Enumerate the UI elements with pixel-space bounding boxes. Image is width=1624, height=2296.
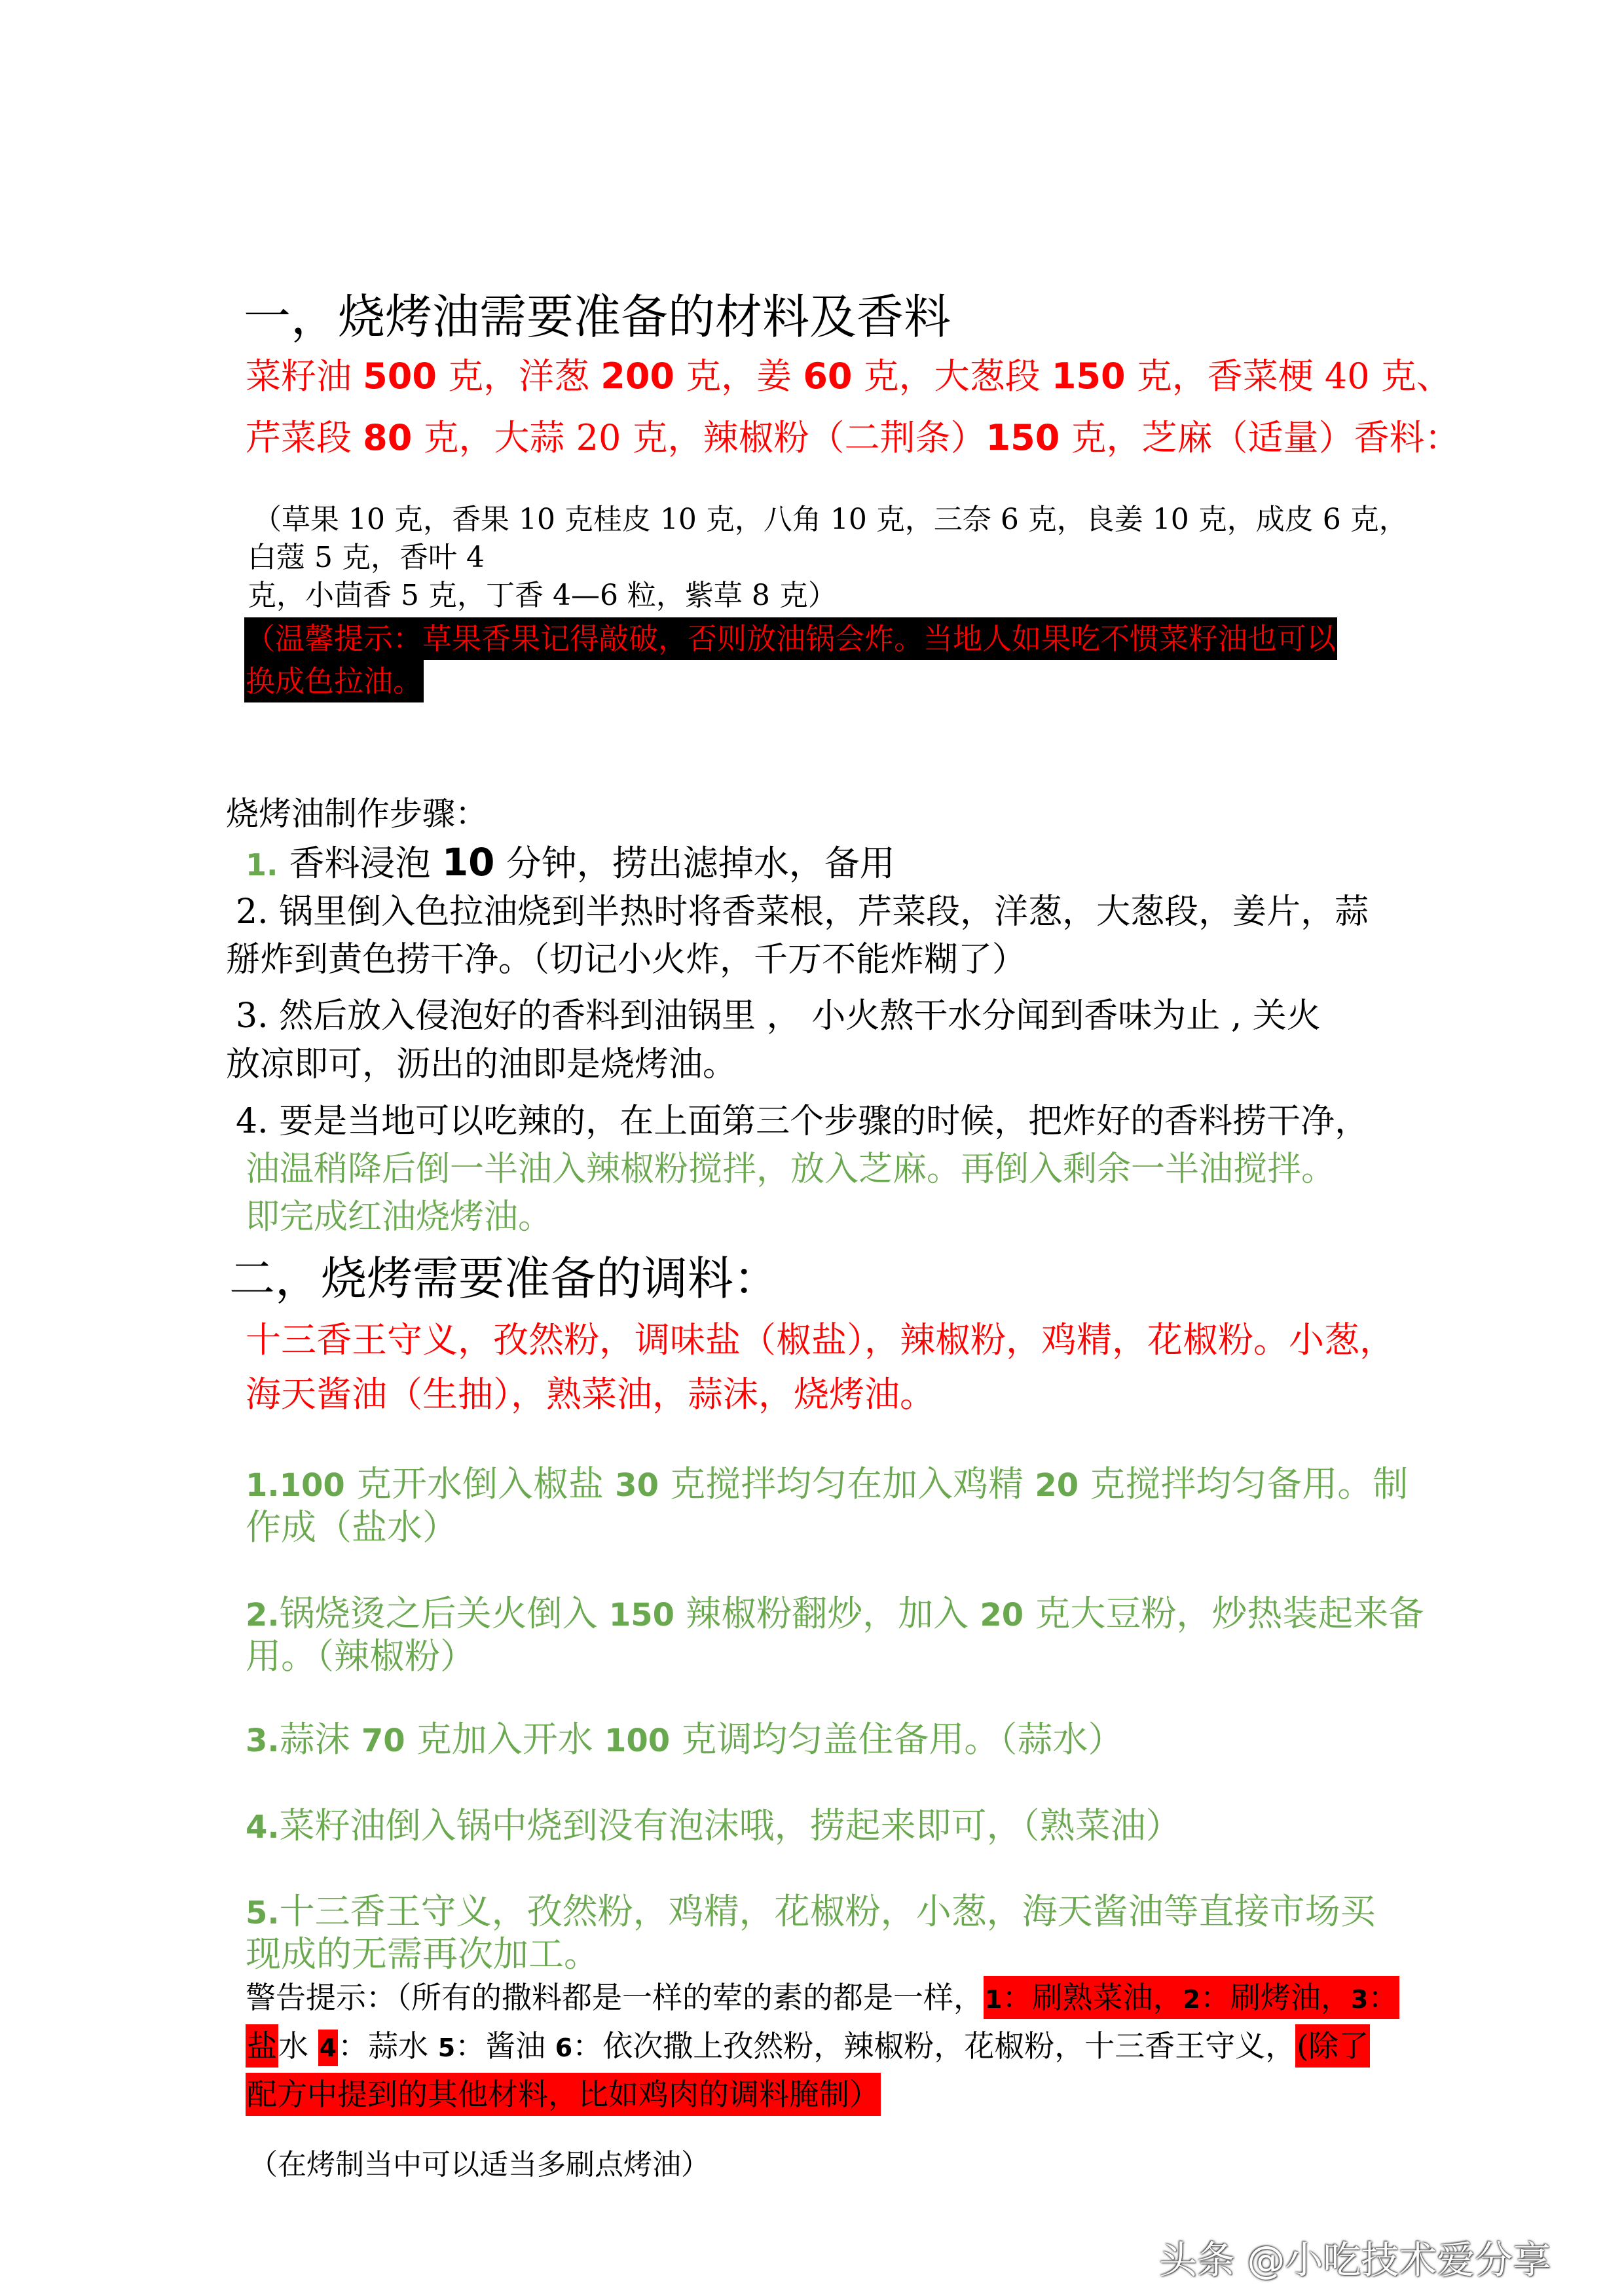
ingredient-text: 克，大葱段 xyxy=(852,355,1052,397)
item-amount: 70 xyxy=(361,1722,405,1759)
seasonings-line-1: 十三香王守义，孜然粉，调味盐（椒盐），辣椒粉，鸡精，花椒粉。小葱， xyxy=(246,1319,1395,1360)
section2-title: 二，烧烤需要准备的调料： xyxy=(229,1252,779,1305)
item-5-line-2: 现成的无需再次加工。 xyxy=(246,1933,599,1975)
steps-title: 烧烤油制作步骤： xyxy=(226,795,488,833)
tip-line-1 xyxy=(244,621,1337,656)
ingredient-text: 克，姜 xyxy=(674,355,803,397)
spices-line-3: 克，小茴香 5 克，丁香 4—6 粒，紫草 8 克） xyxy=(248,579,837,612)
item-5-line-1 xyxy=(246,1891,1376,1932)
warning-highlight: 配方中提到的其他材料，比如鸡肉的调料腌制） xyxy=(246,2073,881,2116)
step-3-line-1: 3. 然后放入侵泡好的香料到油锅里 ， 小火熬干水分闻到香味为止 , 关火 xyxy=(236,996,1321,1036)
watermark: 头条 @小吃技术爱分享 xyxy=(1159,2238,1551,2282)
item-text: 克加入开水 xyxy=(405,1719,604,1760)
item-text: 蒜沫 xyxy=(279,1719,361,1760)
ingredient-text: 克，大蒜 20 克，辣椒粉（二荆条） xyxy=(412,417,986,458)
ingredients-line-1 xyxy=(246,355,1452,397)
item-text: 克大豆粉，炒热装起来备 xyxy=(1024,1593,1424,1634)
warning-text: ：依次撒上孜然粉，辣椒粉，花椒粉，十三香王守义， xyxy=(572,2028,1296,2064)
warning-text: ：蒜水 xyxy=(338,2028,438,2064)
ingredient-amount: 150 xyxy=(986,417,1060,458)
step-1 xyxy=(246,840,895,884)
step-4-line-3: 即完成红油烧烤油。 xyxy=(246,1197,553,1237)
item-text: 克调均匀盖住备用。（蒜水） xyxy=(670,1719,1124,1760)
item-amount: 20 xyxy=(1035,1467,1079,1504)
item-text: 克开水倒入椒盐 xyxy=(344,1463,616,1504)
item-number: 5. xyxy=(246,1895,280,1931)
step-number: 1. xyxy=(246,847,278,883)
item-number: 2. xyxy=(246,1597,280,1633)
item-amount: 150 xyxy=(608,1597,675,1633)
warning-highlight xyxy=(984,1976,1399,2019)
ingredient-text: 克，芝麻（适量）香料： xyxy=(1060,417,1460,458)
tip-highlight: （温馨提示：草果香果记得敲破，否则放油锅会炸。当地人如果吃不惯菜籽油也可以 xyxy=(244,617,1337,660)
item-amount: 30 xyxy=(615,1467,659,1504)
item-3 xyxy=(246,1719,1124,1760)
item-number: 1.100 xyxy=(246,1467,345,1504)
item-1-line-1 xyxy=(246,1463,1409,1504)
warning-line-3 xyxy=(246,2077,881,2112)
warning-number: 3 xyxy=(1350,1985,1369,2014)
warning-line-2 xyxy=(246,2028,1370,2064)
item-4 xyxy=(246,1805,1181,1846)
warning-text: ：酱油 xyxy=(455,2028,555,2064)
warning-text: ： xyxy=(1368,1980,1399,2015)
ingredients-line-2 xyxy=(246,417,1460,458)
item-number: 4. xyxy=(246,1809,280,1846)
item-number: 3. xyxy=(246,1722,280,1759)
item-text: 辣椒粉翻炒，加入 xyxy=(674,1593,980,1634)
ingredient-amount: 80 xyxy=(363,417,413,458)
ingredient-text: 菜籽油 xyxy=(246,355,363,397)
step-2-line-1: 2. 锅里倒入色拉油烧到半热时将香菜根，芹菜段，洋葱，大葱段，姜片，蒜 xyxy=(236,892,1369,932)
warning-number: 6 xyxy=(555,2033,573,2062)
ingredient-text: 克，香菜梗 40 克、 xyxy=(1125,355,1452,397)
item-amount: 20 xyxy=(980,1597,1024,1633)
warning-number: 4 xyxy=(318,2030,338,2066)
spices-line-1: （草果 10 克，香果 10 克桂皮 10 克，八角 10 克，三奈 6 克，良姜 10 克，成皮 6 克， xyxy=(253,503,1408,536)
step-4-line-1: 4. 要是当地可以吃辣的，在上面第三个步骤的时候，把炸好的香料捞干净， xyxy=(236,1102,1369,1141)
item-text: 克搅拌均匀在加入鸡精 xyxy=(658,1463,1035,1504)
spices-line-2: 白蔻 5 克，香叶 4 xyxy=(248,541,485,574)
step-text: 香料浸泡 xyxy=(278,843,442,884)
warning-text: ：刷烤油， xyxy=(1200,1980,1351,2015)
item-1-line-2: 作成（盐水） xyxy=(246,1506,458,1548)
warning-number: 2 xyxy=(1183,1985,1200,2014)
ingredient-amount: 60 xyxy=(803,355,853,397)
warning-text: 警告提示：（所有的撒料都是一样的荤的素的都是一样， xyxy=(246,1980,984,2015)
step-4-line-2: 油温稍降后倒一半油入辣椒粉搅拌，放入芝麻。再倒入剩余一半油搅拌。 xyxy=(246,1150,1336,1189)
item-amount: 100 xyxy=(604,1722,671,1759)
step-text: 分钟，捞出滤掉水，备用 xyxy=(494,843,895,884)
warning-text: ：刷熟菜油， xyxy=(1002,1980,1183,2015)
item-2-line-2: 用。（辣椒粉） xyxy=(246,1635,475,1677)
ingredient-text: 克，洋葱 xyxy=(436,355,601,397)
warning-number: 1 xyxy=(985,1985,1003,2014)
tip-line-2 xyxy=(244,664,424,699)
step-2-line-2: 掰炸到黄色捞干净。（切记小火炸，千万不能炸糊了） xyxy=(226,940,1027,979)
warning-number: 5 xyxy=(437,2033,456,2062)
warning-text: 水 xyxy=(278,2028,318,2064)
item-text: 菜籽油倒入锅中烧到没有泡沫哦，捞起来即可，（熟菜油） xyxy=(279,1805,1181,1846)
ingredient-amount: 150 xyxy=(1051,355,1126,397)
warning-line-1 xyxy=(246,1982,1399,2013)
step-3-line-2: 放凉即可，沥出的油即是烧烤油。 xyxy=(226,1045,737,1084)
ingredient-text: 芹菜段 xyxy=(246,417,363,458)
section1-title: 一，烧烤油需要准备的材料及香料 xyxy=(244,289,951,344)
final-note: （在烤制当中可以适当多刷点烤油） xyxy=(249,2148,710,2181)
item-text: 十三香王守义，孜然粉，鸡精，花椒粉，小葱，海天酱油等直接市场买 xyxy=(279,1891,1376,1932)
item-2-line-1 xyxy=(246,1593,1424,1634)
warning-highlight: (除了 xyxy=(1295,2024,1370,2068)
step-amount: 10 xyxy=(441,840,495,884)
seasonings-line-2: 海天酱油（生抽），熟菜油，蒜沫，烧烤油。 xyxy=(246,1374,935,1415)
item-text: 克搅拌均匀备用。制 xyxy=(1079,1463,1409,1504)
item-text: 锅烧烫之后关火倒入 xyxy=(279,1593,609,1634)
tip-highlight: 换成色拉油。 xyxy=(244,660,424,702)
ingredient-amount: 200 xyxy=(600,355,674,397)
warning-highlight: 盐 xyxy=(246,2024,278,2068)
ingredient-amount: 500 xyxy=(363,355,437,397)
